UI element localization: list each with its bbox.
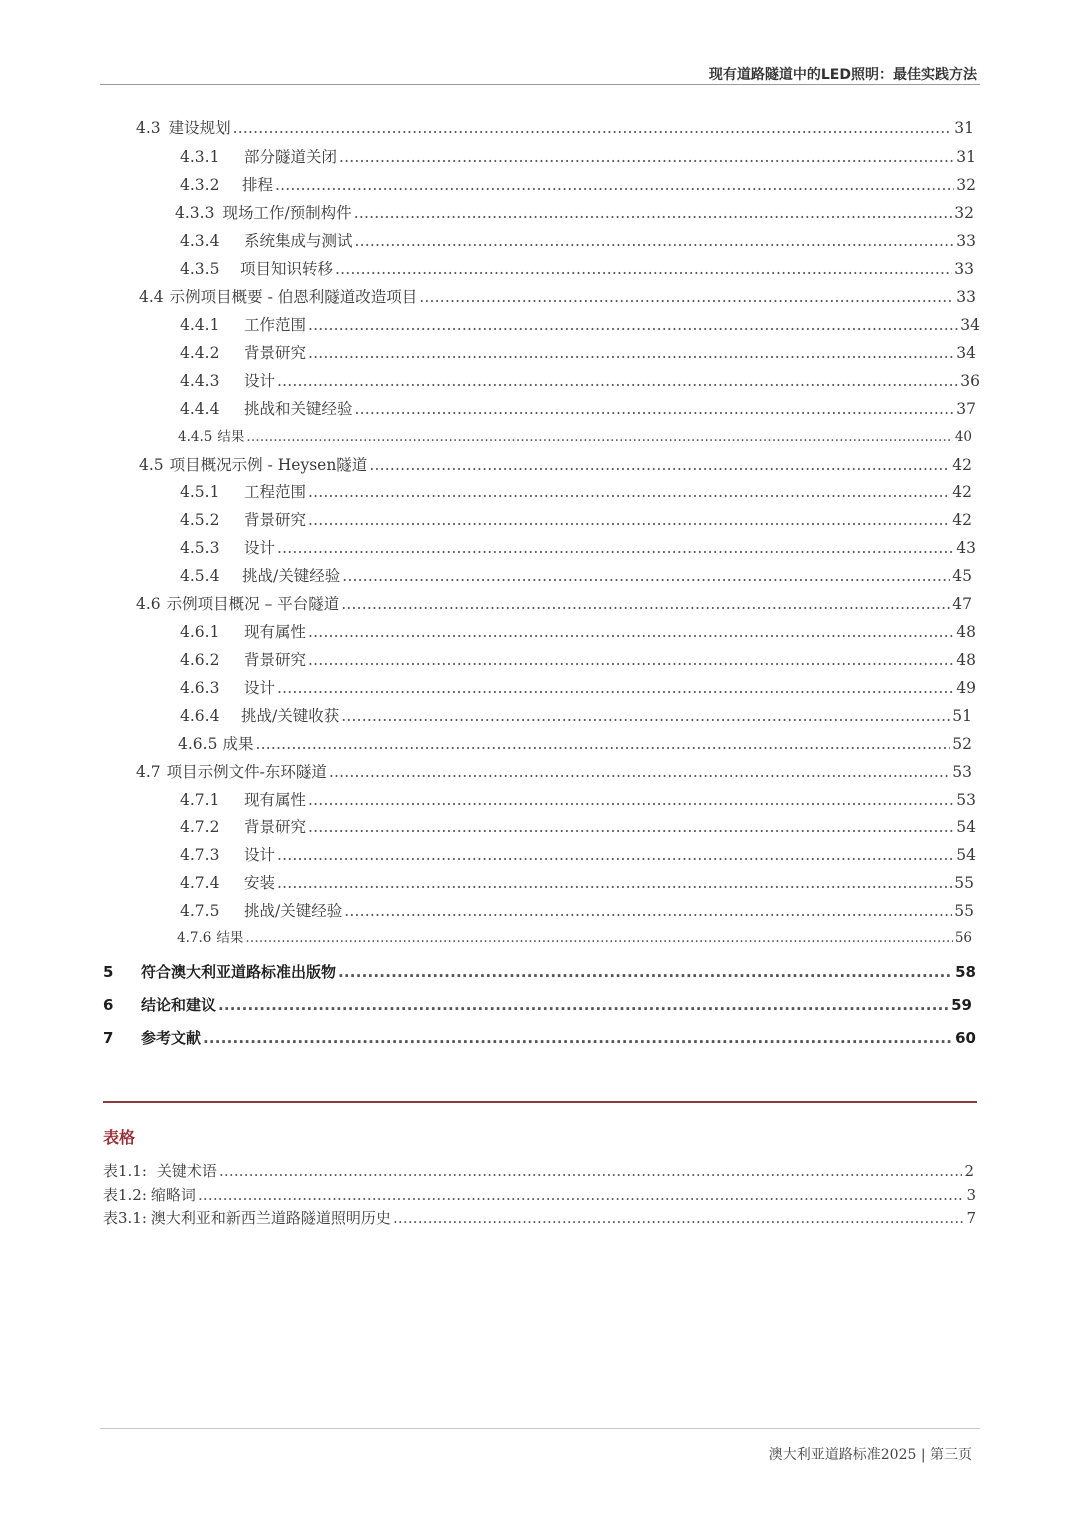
- table-list-entry[interactable]: [103, 1184, 976, 1205]
- toc-entry-number: 4.7.3: [180, 846, 220, 864]
- toc-entry-number: 4.7: [136, 763, 161, 781]
- toc-dot-leader: [308, 651, 954, 669]
- toc-dot-leader: [308, 344, 954, 362]
- toc-dot-leader: [354, 204, 953, 222]
- toc-entry-page: 56: [954, 930, 972, 946]
- toc-entry[interactable]: [180, 369, 980, 391]
- toc-entry-number: 4.4.2: [180, 344, 220, 362]
- table-list-entry[interactable]: [103, 1207, 976, 1228]
- toc-entry-page: 36: [960, 372, 980, 390]
- toc-dot-leader: [198, 1186, 965, 1204]
- toc-dot-leader: [308, 791, 954, 809]
- toc-entry-title: 系统集成与测试: [244, 232, 353, 250]
- toc-dot-leader: [203, 1029, 953, 1047]
- toc-entry-number: 4.5.4: [180, 567, 220, 585]
- toc-entry-title: 安装: [244, 874, 276, 892]
- toc-entry-number: 4.6.4: [180, 707, 220, 725]
- toc-chapter-entry[interactable]: [103, 1027, 976, 1048]
- toc-entry-title: 示例项目概况 – 平台隧道: [166, 595, 340, 613]
- toc-dot-leader: [342, 567, 950, 585]
- toc-dot-leader: [419, 288, 954, 306]
- toc-chapter-page: 58: [955, 963, 976, 981]
- toc-entry-page: 42: [952, 456, 972, 474]
- toc-dot-leader: [218, 996, 949, 1014]
- toc-dot-leader: [344, 902, 952, 920]
- toc-entry-page: 53: [956, 791, 976, 809]
- toc-entry[interactable]: [136, 760, 972, 782]
- toc-entry[interactable]: [180, 341, 976, 363]
- table-list-title: 澳大利亚和新西兰道路隧道照明历史: [150, 1209, 391, 1227]
- toc-chapter-page: 60: [955, 1029, 976, 1047]
- toc-entry-number: 4.5: [139, 456, 164, 474]
- toc-entry[interactable]: [136, 592, 972, 614]
- toc-entry-title: 项目知识转移: [240, 260, 334, 278]
- toc-entry[interactable]: [180, 871, 974, 893]
- toc-entry-page: 34: [956, 344, 976, 362]
- toc-entry[interactable]: [139, 453, 972, 475]
- toc-entry[interactable]: [180, 899, 974, 921]
- toc-entry[interactable]: [180, 620, 976, 642]
- toc-entry-title: 项目示例文件-东环隧道: [166, 763, 327, 781]
- toc-dot-leader: [338, 963, 953, 981]
- table-list-label: 表3.1:: [103, 1209, 147, 1227]
- toc-entry-title: 背景研究: [244, 511, 307, 529]
- toc-entry-page: 54: [956, 818, 976, 836]
- toc-entry[interactable]: [180, 397, 976, 419]
- toc-entry[interactable]: [180, 648, 976, 670]
- toc-chapter-page: 59: [951, 996, 972, 1014]
- toc-entry-page: 34: [960, 316, 980, 334]
- toc-chapter-title: 结论和建议: [141, 996, 217, 1014]
- toc-entry-number: 4.7.4: [180, 874, 220, 892]
- toc-entry-title: 建设规划: [168, 119, 231, 137]
- toc-entry[interactable]: [180, 145, 976, 167]
- toc-entry-number: 4.3.4: [180, 232, 220, 250]
- toc-dot-leader: [369, 456, 950, 474]
- toc-entry-page: 37: [956, 400, 976, 418]
- toc-entry[interactable]: [178, 425, 972, 445]
- toc-chapter-number: 5: [103, 963, 114, 981]
- toc-entry-title: 排程: [242, 176, 274, 194]
- toc-entry[interactable]: [180, 843, 976, 865]
- toc-entry-number: 4.4.1: [180, 316, 220, 334]
- toc-entry-number: 4.7.1: [180, 791, 220, 809]
- table-list-label: 表1.1:: [103, 1162, 147, 1180]
- toc-entry-title: 部分隧道关闭: [244, 148, 338, 166]
- toc-entry[interactable]: [175, 201, 974, 223]
- toc-dot-leader: [341, 707, 950, 725]
- toc-entry-number: 4.7.2: [180, 818, 220, 836]
- toc-dot-leader: [341, 595, 950, 613]
- toc-dot-leader: [335, 260, 952, 278]
- toc-dot-leader: [277, 679, 954, 697]
- toc-entry-title: 结果: [217, 429, 245, 445]
- toc-entry-title: 现场工作/预制构件: [222, 204, 352, 222]
- toc-chapter-title: 符合澳大利亚道路标准出版物: [141, 963, 337, 981]
- toc-chapter-entry[interactable]: [103, 961, 976, 982]
- toc-entry-number: 4.6.2: [180, 651, 220, 669]
- toc-entry-number: 4.5.1: [180, 483, 220, 501]
- table-list-label: 表1.2:: [103, 1186, 147, 1204]
- toc-entry-number: 4.6: [136, 595, 161, 613]
- header-title: 现有道路隧道中的LED照明：最佳实践方法: [708, 67, 977, 83]
- toc-entry-number: 4.3.5: [180, 260, 220, 278]
- toc-entry-page: 42: [952, 511, 972, 529]
- toc-entry[interactable]: [180, 313, 980, 335]
- toc-entry-page: 42: [952, 483, 972, 501]
- toc-entry[interactable]: [180, 704, 972, 726]
- toc-dot-leader: [233, 119, 953, 137]
- toc-entry-title: 背景研究: [244, 344, 307, 362]
- toc-dot-leader: [355, 232, 955, 250]
- toc-entry-title: 背景研究: [244, 651, 307, 669]
- table-list-entry[interactable]: [103, 1160, 974, 1181]
- toc-entry-title: 设计: [244, 372, 276, 390]
- toc-entry[interactable]: [180, 676, 976, 698]
- toc-entry-title: 现有属性: [244, 791, 307, 809]
- toc-entry[interactable]: [180, 173, 976, 195]
- toc-entry-page: 52: [952, 735, 972, 753]
- toc-entry-number: 4.5.2: [180, 511, 220, 529]
- toc-entry-page: 33: [954, 260, 974, 278]
- toc-entry-page: 48: [956, 623, 976, 641]
- toc-dot-leader: [245, 930, 952, 946]
- toc-entry-number: 4.4.3: [180, 372, 220, 390]
- toc-entry-title: 设计: [244, 539, 276, 557]
- toc-dot-leader: [308, 316, 958, 334]
- toc-entry-number: 4.7.6: [177, 930, 212, 946]
- toc-chapter-entry[interactable]: [103, 994, 972, 1015]
- toc-entry-title: 现有属性: [244, 623, 307, 641]
- toc-entry-number: 4.5.3: [180, 539, 220, 557]
- toc-dot-leader: [277, 372, 958, 390]
- toc-entry[interactable]: [180, 564, 972, 586]
- footer-text: 澳大利亚道路标准2025 | 第三页: [768, 1447, 972, 1463]
- toc-entry-number: 4.3.3: [175, 204, 215, 222]
- toc-entry-number: 4.7.5: [180, 902, 220, 920]
- toc-entry[interactable]: [178, 732, 972, 754]
- toc-entry-page: 31: [956, 148, 976, 166]
- toc-entry-title: 设计: [244, 846, 276, 864]
- toc-entry[interactable]: [180, 229, 976, 251]
- toc-entry-page: 33: [956, 288, 976, 306]
- table-list-title: 缩略词: [150, 1186, 196, 1204]
- toc-entry-title: 项目概况示例 - Heysen隧道: [169, 456, 368, 474]
- toc-entry-title: 结果: [216, 930, 244, 946]
- toc-entry[interactable]: [139, 285, 976, 307]
- table-list-title: 关键术语: [156, 1162, 217, 1180]
- toc-entry-number: 4.6.3: [180, 679, 220, 697]
- toc-entry-title: 背景研究: [244, 818, 307, 836]
- toc-dot-leader: [277, 874, 952, 892]
- toc-entry-title: 挑战和关键经验: [244, 400, 353, 418]
- toc-entry-page: 43: [956, 539, 976, 557]
- toc-entry[interactable]: [177, 926, 972, 946]
- toc-entry-page: 54: [956, 846, 976, 864]
- toc-entry[interactable]: [180, 257, 974, 279]
- header-divider: [100, 84, 980, 85]
- toc-entry-page: 32: [954, 204, 974, 222]
- toc-dot-leader: [308, 623, 954, 641]
- toc-entry[interactable]: [180, 815, 976, 837]
- toc-entry-page: 47: [952, 595, 972, 613]
- toc-entry-number: 4.3.2: [180, 176, 220, 194]
- toc-entry-number: 4.3: [136, 119, 161, 137]
- toc-entry[interactable]: [180, 788, 976, 810]
- toc-entry-number: 4.3.1: [180, 148, 220, 166]
- toc-entry-page: 32: [956, 176, 976, 194]
- toc-entry-title: 成果: [222, 735, 254, 753]
- toc-entry-title: 工作范围: [244, 316, 307, 334]
- toc-entry-number: 4.4: [139, 288, 164, 306]
- toc-dot-leader: [329, 763, 950, 781]
- toc-entry-title: 工程范围: [244, 483, 307, 501]
- toc-dot-leader: [308, 818, 954, 836]
- toc-entry[interactable]: [180, 536, 976, 558]
- toc-dot-leader: [246, 429, 952, 445]
- toc-chapter-title: 参考文献: [141, 1029, 202, 1047]
- toc-dot-leader: [393, 1209, 965, 1227]
- toc-entry-page: 55: [954, 902, 974, 920]
- toc-dot-leader: [277, 539, 954, 557]
- toc-entry-page: 45: [952, 567, 972, 585]
- toc-dot-leader: [308, 511, 950, 529]
- toc-entry-title: 示例项目概要 - 伯恩利隧道改造项目: [169, 288, 418, 306]
- toc-chapter-number: 7: [103, 1029, 114, 1047]
- table-list-page: 2: [964, 1162, 974, 1180]
- toc-entry-page: 33: [956, 232, 976, 250]
- table-list-page: 3: [966, 1186, 976, 1204]
- toc-entry-page: 31: [954, 119, 974, 137]
- toc-entry-page: 49: [956, 679, 976, 697]
- toc-entry[interactable]: [136, 116, 974, 138]
- toc-entry-page: 55: [954, 874, 974, 892]
- toc-chapter-number: 6: [103, 996, 114, 1014]
- table-list-page: 7: [966, 1209, 976, 1227]
- toc-entry-title: 挑战/关键收获: [241, 707, 340, 725]
- toc-entry-number: 4.6.1: [180, 623, 220, 641]
- toc-entry[interactable]: [180, 508, 972, 530]
- footer-divider: [100, 1428, 980, 1429]
- toc-entry-title: 设计: [244, 679, 276, 697]
- toc-entry-title: 挑战/关键经验: [244, 902, 343, 920]
- toc-dot-leader: [277, 846, 954, 864]
- toc-entry-page: 51: [952, 707, 972, 725]
- toc-entry-page: 48: [956, 651, 976, 669]
- toc-entry-number: 4.6.5: [178, 735, 218, 753]
- toc-dot-leader: [255, 735, 950, 753]
- toc-dot-leader: [275, 176, 954, 194]
- toc-entry-page: 53: [952, 763, 972, 781]
- toc-entry[interactable]: [180, 480, 972, 502]
- toc-dot-leader: [308, 483, 950, 501]
- toc-dot-leader: [219, 1162, 963, 1180]
- toc-dot-leader: [355, 400, 955, 418]
- toc-entry-page: 40: [954, 429, 972, 445]
- tables-heading: 表格: [103, 1128, 136, 1147]
- toc-entry-number: 4.4.5: [178, 429, 213, 445]
- section-divider: [103, 1101, 977, 1103]
- toc-entry-title: 挑战/关键经验: [242, 567, 341, 585]
- toc-entry-number: 4.4.4: [180, 400, 220, 418]
- toc-dot-leader: [339, 148, 954, 166]
